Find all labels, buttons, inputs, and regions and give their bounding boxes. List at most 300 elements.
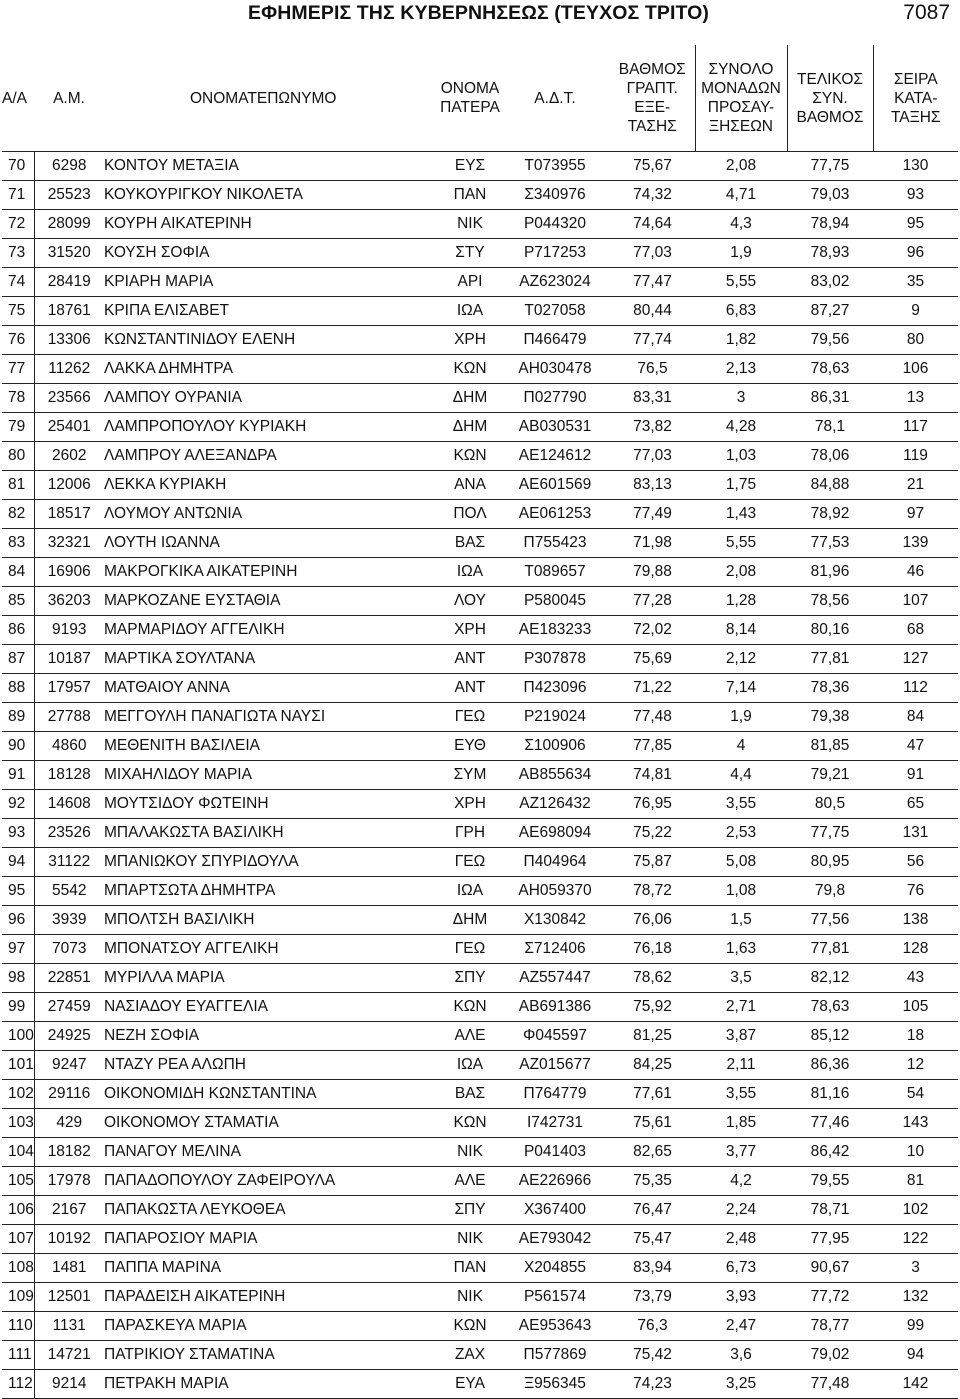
cell-full-name: ΜΑΡΚΟΖΑΝΕ ΕΥΣΤΑΘΙΑ [104,587,440,616]
cell-id-card-number: Π466479 [500,326,610,355]
cell-final-grade: 86,42 [787,1138,873,1167]
table-row [2,1312,958,1341]
cell-bonus-units: 3,55 [695,790,787,819]
cell-final-grade: 79,56 [787,326,873,355]
cell-full-name: ΚΟΥΚΟΥΡΙΓΚΟΥ ΝΙΚΟΛΕΤΑ [104,181,440,210]
cell-id-card-number: ΑΕ698094 [500,819,610,848]
cell-final-grade: 78,63 [787,993,873,1022]
cell-written-grade: 77,03 [610,442,695,471]
cell-father-name: ΑΛΕ [440,1022,500,1051]
cell-row-number: 105 [2,1167,34,1196]
cell-bonus-units: 2,08 [695,558,787,587]
table-row [2,616,958,645]
cell-id-card-number: ΑΖ126432 [500,790,610,819]
cell-final-grade: 79,55 [787,1167,873,1196]
cell-row-number: 71 [2,181,34,210]
column-header-aa [2,45,34,152]
table-row [2,1167,958,1196]
cell-final-grade: 78,56 [787,587,873,616]
column-header-line: ΞΗΣΕΩΝ [709,118,773,135]
cell-registry-number: 429 [34,1109,104,1138]
cell-father-name: ΑΝΤ [440,674,500,703]
cell-row-number: 93 [2,819,34,848]
column-header-line: ΟΝΟΜΑΤΕΠΩΝΥΜΟ [190,89,337,107]
cell-final-grade: 77,48 [787,1370,873,1399]
cell-father-name: ΝΙΚ [440,1283,500,1312]
cell-bonus-units: 3,5 [695,964,787,993]
cell-rank: 84 [873,703,958,732]
cell-registry-number: 12501 [34,1283,104,1312]
cell-bonus-units: 4,71 [695,181,787,210]
cell-full-name: ΜΟΥΤΣΙΔΟΥ ΦΩΤΕΙΝΗ [104,790,440,819]
cell-written-grade: 75,61 [610,1109,695,1138]
cell-final-grade: 85,12 [787,1022,873,1051]
cell-rank: 130 [873,152,958,181]
cell-bonus-units: 3,87 [695,1022,787,1051]
cell-father-name: ΚΩΝ [440,1109,500,1138]
cell-written-grade: 75,69 [610,645,695,674]
cell-written-grade: 80,44 [610,297,695,326]
column-header-line: ΣΕΙΡΑ [893,70,938,88]
cell-row-number: 92 [2,790,34,819]
cell-rank: 47 [873,732,958,761]
cell-written-grade: 81,25 [610,1022,695,1051]
cell-rank: 68 [873,616,958,645]
cell-id-card-number: ΑΒ691386 [500,993,610,1022]
cell-row-number: 72 [2,210,34,239]
cell-father-name: ΑΡΙ [440,268,500,297]
cell-father-name: ΑΝΤ [440,645,500,674]
cell-written-grade: 75,47 [610,1225,695,1254]
candidates-table [2,45,958,1399]
cell-row-number: 91 [2,761,34,790]
cell-written-grade: 83,31 [610,384,695,413]
cell-bonus-units: 3 [695,384,787,413]
cell-father-name: ΖΑΧ [440,1341,500,1370]
table-row [2,645,958,674]
cell-father-name: ΠΑΝ [440,181,500,210]
cell-rank: 97 [873,500,958,529]
table-row [2,993,958,1022]
cell-written-grade: 75,42 [610,1341,695,1370]
cell-bonus-units: 2,12 [695,645,787,674]
column-header-father-name [440,45,500,152]
table-row [2,1341,958,1370]
cell-rank: 139 [873,529,958,558]
cell-written-grade: 75,67 [610,152,695,181]
cell-row-number: 89 [2,703,34,732]
table-row [2,1080,958,1109]
cell-bonus-units: 1,5 [695,906,787,935]
cell-full-name: ΜΠΑΛΑΚΩΣΤΑ ΒΑΣΙΛΙΚΗ [104,819,440,848]
cell-rank: 95 [873,210,958,239]
cell-written-grade: 76,18 [610,935,695,964]
cell-written-grade: 77,85 [610,732,695,761]
cell-full-name: ΟΙΚΟΝΟΜΙΔΗ ΚΩΝΣΤΑΝΤΙΝΑ [104,1080,440,1109]
cell-full-name: ΛΑΜΠΟΥ ΟΥΡΑΝΙΑ [104,384,440,413]
cell-final-grade: 80,5 [787,790,873,819]
cell-registry-number: 25523 [34,181,104,210]
cell-father-name: ΝΙΚ [440,1225,500,1254]
table-row [2,500,958,529]
cell-full-name: ΚΡΙΑΡΗ ΜΑΡΙΑ [104,268,440,297]
table-row [2,1225,958,1254]
table-row [2,906,958,935]
cell-id-card-number: Π404964 [500,848,610,877]
column-header-line: ΠΑΤΕΡΑ [440,99,500,116]
cell-row-number: 101 [2,1051,34,1080]
cell-rank: 102 [873,1196,958,1225]
cell-registry-number: 18761 [34,297,104,326]
cell-full-name: ΠΑΝΑΓΟΥ ΜΕΛΙΝΑ [104,1138,440,1167]
cell-id-card-number: ΑΒ030531 [500,413,610,442]
table-row [2,210,958,239]
cell-written-grade: 75,35 [610,1167,695,1196]
cell-final-grade: 80,16 [787,616,873,645]
column-header-line: ΚΑΤΑ- [894,89,938,107]
cell-written-grade: 75,22 [610,819,695,848]
cell-id-card-number: ΑΕ061253 [500,500,610,529]
table-row [2,587,958,616]
cell-full-name: ΝΑΣΙΑΔΟΥ ΕΥΑΓΓΕΛΙΑ [104,993,440,1022]
table-header-row [2,45,958,152]
cell-father-name: ΙΩΑ [440,297,500,326]
column-header-rank [873,45,958,152]
cell-registry-number: 18182 [34,1138,104,1167]
cell-id-card-number: Π423096 [500,674,610,703]
cell-registry-number: 7073 [34,935,104,964]
cell-registry-number: 24925 [34,1022,104,1051]
cell-written-grade: 71,98 [610,529,695,558]
cell-registry-number: 14721 [34,1341,104,1370]
cell-full-name: ΚΟΥΣΗ ΣΟΦΙΑ [104,239,440,268]
cell-final-grade: 86,31 [787,384,873,413]
cell-final-grade: 79,21 [787,761,873,790]
cell-written-grade: 74,32 [610,181,695,210]
cell-final-grade: 77,81 [787,935,873,964]
table-row [2,152,958,181]
cell-rank: 107 [873,587,958,616]
cell-bonus-units: 3,25 [695,1370,787,1399]
cell-father-name: ΓΕΩ [440,703,500,732]
cell-registry-number: 23526 [34,819,104,848]
cell-registry-number: 22851 [34,964,104,993]
cell-row-number: 96 [2,906,34,935]
cell-bonus-units: 6,73 [695,1254,787,1283]
cell-id-card-number: Ρ717253 [500,239,610,268]
cell-id-card-number: Χ204855 [500,1254,610,1283]
cell-final-grade: 81,85 [787,732,873,761]
cell-full-name: ΚΩΝΣΤΑΝΤΙΝΙΔΟΥ ΕΛΕΝΗ [104,326,440,355]
cell-full-name: ΜΥΡΙΛΛΑ ΜΑΡΙΑ [104,964,440,993]
table-row [2,848,958,877]
cell-row-number: 107 [2,1225,34,1254]
cell-rank: 128 [873,935,958,964]
cell-id-card-number: ΑΖ015677 [500,1051,610,1080]
cell-full-name: ΛΟΥΜΟΥ ΑΝΤΩΝΙΑ [104,500,440,529]
cell-written-grade: 82,65 [610,1138,695,1167]
cell-id-card-number: Ξ956345 [500,1370,610,1399]
cell-id-card-number: Σ100906 [500,732,610,761]
cell-registry-number: 17957 [34,674,104,703]
cell-father-name: ΙΩΑ [440,558,500,587]
cell-row-number: 83 [2,529,34,558]
cell-final-grade: 79,02 [787,1341,873,1370]
table-row [2,355,958,384]
cell-registry-number: 11262 [34,355,104,384]
cell-id-card-number: Φ045597 [500,1022,610,1051]
cell-registry-number: 36203 [34,587,104,616]
cell-bonus-units: 1,82 [695,326,787,355]
cell-full-name: ΝΤΑΖΥ ΡΕΑ ΑΛΩΠΗ [104,1051,440,1080]
cell-id-card-number: ΑΕ953643 [500,1312,610,1341]
cell-father-name: ΕΥΘ [440,732,500,761]
cell-id-card-number: Ρ219024 [500,703,610,732]
cell-rank: 9 [873,297,958,326]
cell-row-number: 87 [2,645,34,674]
page-header [0,0,960,30]
cell-rank: 142 [873,1370,958,1399]
cell-full-name: ΜΠΑΡΤΣΩΤΑ ΔΗΜΗΤΡΑ [104,877,440,906]
cell-father-name: ΓΕΩ [440,848,500,877]
cell-full-name: ΜΠΟΝΑΤΣΟΥ ΑΓΓΕΛΙΚΗ [104,935,440,964]
cell-registry-number: 9193 [34,616,104,645]
column-header-line: Α.Δ.Τ. [534,89,576,107]
cell-rank: 12 [873,1051,958,1080]
cell-id-card-number: ΑΕ183233 [500,616,610,645]
cell-bonus-units: 1,75 [695,471,787,500]
cell-bonus-units: 3,77 [695,1138,787,1167]
cell-full-name: ΠΑΤΡΙΚΙΟΥ ΣΤΑΜΑΤΙΝΑ [104,1341,440,1370]
cell-id-card-number: Π764779 [500,1080,610,1109]
table-row [2,674,958,703]
cell-father-name: ΣΥΜ [440,761,500,790]
cell-written-grade: 77,48 [610,703,695,732]
column-header-bonus-units [695,45,787,152]
column-header-line: ΤΑΞΗΣ [890,108,941,126]
cell-registry-number: 28099 [34,210,104,239]
cell-final-grade: 79,38 [787,703,873,732]
cell-id-card-number: ΑΕ124612 [500,442,610,471]
cell-full-name: ΛΟΥΤΗ ΙΩΑΝΝΑ [104,529,440,558]
cell-bonus-units: 2,48 [695,1225,787,1254]
cell-written-grade: 77,47 [610,268,695,297]
cell-rank: 96 [873,239,958,268]
cell-written-grade: 76,06 [610,906,695,935]
cell-written-grade: 71,22 [610,674,695,703]
cell-final-grade: 77,75 [787,152,873,181]
cell-father-name: ΝΙΚ [440,1138,500,1167]
cell-written-grade: 75,92 [610,993,695,1022]
cell-final-grade: 77,81 [787,645,873,674]
cell-id-card-number: Τ027058 [500,297,610,326]
cell-registry-number: 28419 [34,268,104,297]
cell-bonus-units: 7,14 [695,674,787,703]
column-header-line: ΓΡΑΠΤ. [626,80,678,97]
cell-row-number: 100 [2,1022,34,1051]
cell-row-number: 78 [2,384,34,413]
cell-bonus-units: 4,4 [695,761,787,790]
cell-bonus-units: 3,93 [695,1283,787,1312]
cell-registry-number: 10192 [34,1225,104,1254]
cell-father-name: ΑΛΕ [440,1167,500,1196]
cell-registry-number: 29116 [34,1080,104,1109]
cell-rank: 119 [873,442,958,471]
cell-bonus-units: 4,2 [695,1167,787,1196]
cell-id-card-number: Ρ580045 [500,587,610,616]
cell-registry-number: 23566 [34,384,104,413]
cell-final-grade: 78,77 [787,1312,873,1341]
cell-final-grade: 78,93 [787,239,873,268]
cell-father-name: ΒΑΣ [440,529,500,558]
table-row [2,1051,958,1080]
cell-bonus-units: 2,13 [695,355,787,384]
cell-written-grade: 76,47 [610,1196,695,1225]
cell-bonus-units: 2,71 [695,993,787,1022]
cell-registry-number: 6298 [34,152,104,181]
cell-father-name: ΚΩΝ [440,355,500,384]
cell-row-number: 110 [2,1312,34,1341]
cell-full-name: ΠΑΠΑΚΩΣΤΑ ΛΕΥΚΟΘΕΑ [104,1196,440,1225]
cell-written-grade: 84,25 [610,1051,695,1080]
column-header-line: ΜΟΝΑΔΩΝ [701,80,781,97]
cell-final-grade: 82,12 [787,964,873,993]
cell-row-number: 85 [2,587,34,616]
cell-registry-number: 31122 [34,848,104,877]
cell-final-grade: 78,1 [787,413,873,442]
cell-row-number: 112 [2,1370,34,1399]
cell-full-name: ΠΑΡΑΔΕΙΣΗ ΑΙΚΑΤΕΡΙΝΗ [104,1283,440,1312]
cell-father-name: ΧΡΗ [440,616,500,645]
cell-father-name: ΣΤΥ [440,239,500,268]
table-row [2,732,958,761]
table-row [2,1196,958,1225]
cell-row-number: 76 [2,326,34,355]
cell-father-name: ΚΩΝ [440,442,500,471]
cell-father-name: ΚΩΝ [440,1312,500,1341]
cell-full-name: ΚΟΥΡΗ ΑΙΚΑΤΕΡΙΝΗ [104,210,440,239]
cell-final-grade: 83,02 [787,268,873,297]
cell-id-card-number: Ι742731 [500,1109,610,1138]
cell-written-grade: 74,23 [610,1370,695,1399]
cell-father-name: ΑΝΑ [440,471,500,500]
cell-final-grade: 79,03 [787,181,873,210]
table-row [2,1138,958,1167]
cell-written-grade: 79,88 [610,558,695,587]
cell-full-name: ΜΕΓΓΟΥΛΗ ΠΑΝΑΓΙΩΤΑ ΝΑΥΣΙ [104,703,440,732]
cell-father-name: ΝΙΚ [440,210,500,239]
cell-father-name: ΔΗΜ [440,906,500,935]
cell-full-name: ΛΕΚΚΑ ΚΥΡΙΑΚΗ [104,471,440,500]
cell-bonus-units: 2,53 [695,819,787,848]
cell-rank: 35 [873,268,958,297]
cell-full-name: ΠΑΠΑΡΟΣΙΟΥ ΜΑΡΙΑ [104,1225,440,1254]
cell-registry-number: 27788 [34,703,104,732]
cell-bonus-units: 1,85 [695,1109,787,1138]
cell-registry-number: 3939 [34,906,104,935]
cell-rank: 93 [873,181,958,210]
cell-registry-number: 31520 [34,239,104,268]
table-row [2,326,958,355]
cell-rank: 117 [873,413,958,442]
table-row [2,413,958,442]
cell-row-number: 104 [2,1138,34,1167]
cell-rank: 3 [873,1254,958,1283]
cell-registry-number: 32321 [34,529,104,558]
cell-row-number: 79 [2,413,34,442]
cell-full-name: ΜΑΤΘΑΙΟΥ ΑΝΝΑ [104,674,440,703]
cell-id-card-number: Ρ561574 [500,1283,610,1312]
cell-row-number: 103 [2,1109,34,1138]
cell-written-grade: 73,82 [610,413,695,442]
cell-bonus-units: 4,3 [695,210,787,239]
cell-id-card-number: Π027790 [500,384,610,413]
table-row [2,442,958,471]
cell-rank: 99 [873,1312,958,1341]
cell-rank: 131 [873,819,958,848]
cell-full-name: ΛΑΜΠΡΟΠΟΥΛΟΥ ΚΥΡΙΑΚΗ [104,413,440,442]
cell-id-card-number: ΑΖ623024 [500,268,610,297]
cell-id-card-number: Χ367400 [500,1196,610,1225]
cell-row-number: 84 [2,558,34,587]
cell-written-grade: 76,95 [610,790,695,819]
cell-registry-number: 12006 [34,471,104,500]
column-header-line: Α.Μ. [53,89,85,107]
cell-rank: 80 [873,326,958,355]
table-row [2,558,958,587]
cell-written-grade: 74,64 [610,210,695,239]
cell-full-name: ΜΑΡΤΙΚΑ ΣΟΥΛΤΑΝΑ [104,645,440,674]
cell-bonus-units: 5,08 [695,848,787,877]
cell-father-name: ΧΡΗ [440,326,500,355]
cell-father-name: ΒΑΣ [440,1080,500,1109]
cell-father-name: ΣΠΥ [440,964,500,993]
cell-bonus-units: 2,08 [695,152,787,181]
column-header-line: ΤΕΛΙΚΟΣ [797,70,863,88]
cell-full-name: ΠΑΠΠΑ ΜΑΡΙΝΑ [104,1254,440,1283]
cell-final-grade: 77,75 [787,819,873,848]
cell-father-name: ΛΟΥ [440,587,500,616]
cell-final-grade: 77,53 [787,529,873,558]
cell-full-name: ΜΑΡΜΑΡΙΔΟΥ ΑΓΓΕΛΙΚΗ [104,616,440,645]
cell-registry-number: 5542 [34,877,104,906]
cell-id-card-number: Σ712406 [500,935,610,964]
cell-rank: 54 [873,1080,958,1109]
cell-registry-number: 2602 [34,442,104,471]
cell-written-grade: 72,02 [610,616,695,645]
cell-father-name: ΙΩΑ [440,1051,500,1080]
cell-final-grade: 78,36 [787,674,873,703]
cell-father-name: ΓΡΗ [440,819,500,848]
table-row [2,1254,958,1283]
cell-full-name: ΛΑΚΚΑ ΔΗΜΗΤΡΑ [104,355,440,384]
cell-row-number: 75 [2,297,34,326]
cell-bonus-units: 4,28 [695,413,787,442]
cell-id-card-number: Ρ041403 [500,1138,610,1167]
cell-registry-number: 9247 [34,1051,104,1080]
table-row [2,790,958,819]
cell-full-name: ΚΟΝΤΟΥ ΜΕΤΑΞΙΑ [104,152,440,181]
table-row [2,703,958,732]
table-row [2,297,958,326]
cell-final-grade: 84,88 [787,471,873,500]
cell-row-number: 99 [2,993,34,1022]
table-row [2,471,958,500]
cell-rank: 94 [873,1341,958,1370]
column-header-line: ΤΑΣΗΣ [627,118,677,135]
cell-id-card-number: ΑΕ601569 [500,471,610,500]
column-header-am [34,45,104,152]
